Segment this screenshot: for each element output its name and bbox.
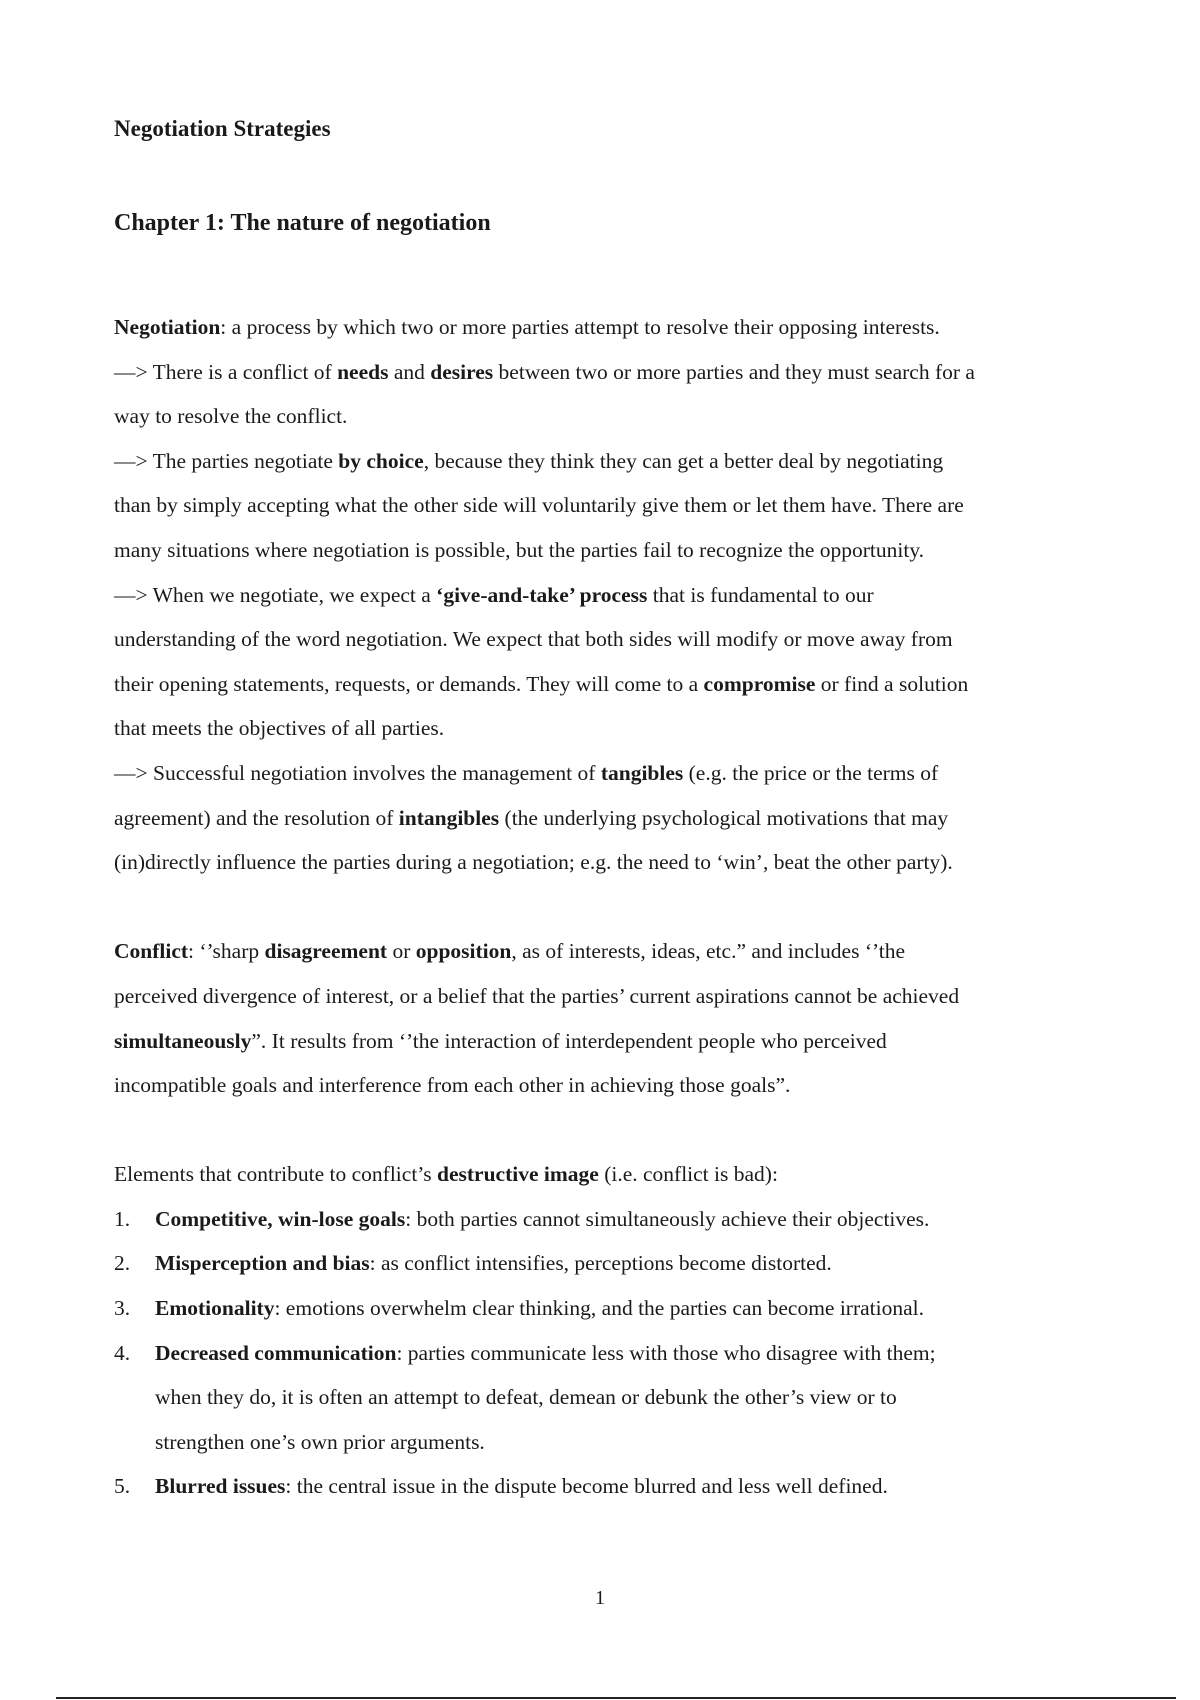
list-item-continuation: strengthen one’s own prior arguments. [155,1429,485,1454]
list-number: 5. [114,1474,131,1499]
list-number: 4. [114,1340,131,1365]
text: agreement) and the resolution of [114,805,399,830]
list-text: : parties communicate less with those who disagree with them; [396,1340,936,1365]
negotiation-definition [114,305,1094,350]
term-simultaneously: simultaneously [114,1028,252,1053]
list-item [114,1464,1094,1509]
paragraph-line [114,751,1094,796]
term-give-and-take: ‘give-and-take’ process [436,582,648,607]
document-title: Negotiation Strategies [114,116,331,141]
document-body [114,305,1094,1509]
arrow-marker: —> [114,582,148,607]
text: their opening statements, requests, or demands. They will come to a [114,671,704,696]
text: (the underlying psychological motivations that may [499,805,949,830]
paragraph-line [114,350,1094,395]
paragraph-line [114,662,1094,707]
paragraph-line [114,573,1094,618]
term-opposition: opposition [415,939,512,964]
text: Elements that contribute to conflict’s [114,1162,438,1187]
spacer [114,1108,1094,1153]
term-tangibles: tangibles [600,760,684,785]
conflict-definition [114,929,1094,974]
page-number: 1 [595,1587,605,1609]
list-item [114,1197,1094,1242]
text: or find a solution [815,671,969,696]
list-item-continuation: when they do, it is often an attempt to defeat, demean or debunk the other’s view or to [155,1385,897,1410]
list-text: : as conflict intensifies, perceptions become distorted. [369,1251,832,1276]
text: that is fundamental to our [647,582,874,607]
list-text: : the central issue in the dispute become blurred and less well defined. [285,1474,888,1499]
list-term: Blurred issues [155,1474,286,1499]
arrow-marker: —> [114,359,148,384]
text: (e.g. the price or the terms of [683,760,939,785]
term-destructive-image: destructive image [437,1162,599,1187]
term-desires: desires [430,359,494,384]
spacer [114,885,1094,930]
paragraph-line: many situations where negotiation is possible, but the parties fail to recognize the opportunity. [114,537,925,562]
list-number: 2. [114,1251,131,1276]
text: Successful negotiation involves the management of [147,760,601,785]
text: When we negotiate, we expect a [147,582,437,607]
paragraph-line: than by simply accepting what the other side will voluntarily give them or let them have. There are [114,493,964,518]
term-by-choice: by choice [338,448,424,473]
paragraph-line [114,1019,1094,1064]
text: or [387,939,416,964]
list-term: Misperception and bias [155,1251,370,1276]
text: , because they think they can get a better deal by negotiating [423,448,944,473]
elements-intro [114,1152,1094,1197]
term-intangibles: intangibles [398,805,500,830]
paragraph-line: understanding of the word negotiation. We expect that both sides will modify or move away from [114,627,953,652]
arrow-marker: —> [114,760,148,785]
list-text: : emotions overwhelm clear thinking, and the parties can become irrational. [274,1296,925,1321]
list-term: Decreased communication [155,1340,397,1365]
text: The parties negotiate [147,448,339,473]
chapter-title: Chapter 1: The nature of negotiation [114,210,491,236]
list-item [114,1241,1094,1286]
paragraph-line [114,439,1094,484]
paragraph-line: incompatible goals and interference from each other in achieving those goals”. [114,1073,791,1098]
paragraph-line: perceived divergence of interest, or a belief that the parties’ current aspirations cannot be achieved [114,983,960,1008]
text: , as of interests, ideas, etc.” and includes ‘’the [511,939,906,964]
list-item [114,1331,1094,1376]
arrow-marker: —> [114,448,148,473]
term-disagreement: disagreement [264,939,388,964]
term-compromise: compromise [703,671,816,696]
text: (i.e. conflict is bad): [598,1162,778,1187]
list-term: Competitive, win-lose goals [155,1206,406,1231]
list-item [114,1286,1094,1331]
text: : ‘’sharp [188,939,265,964]
text: There is a conflict of [147,359,338,384]
paragraph-line: that meets the objectives of all parties. [114,716,445,741]
footer-divider [56,1697,1176,1699]
term-conflict: Conflict [114,939,189,964]
list-term: Emotionality [155,1296,275,1321]
negotiation-definition-text: : a process by which two or more parties attempt to resolve their opposing interests. [220,315,940,339]
list-number: 3. [114,1296,131,1321]
text: ”. It results from ‘’the interaction of interdependent people who perceived [251,1028,887,1053]
term-needs: needs [337,359,389,384]
paragraph-line: way to resolve the conflict. [114,404,348,429]
paragraph-line: (in)directly influence the parties during a negotiation; e.g. the need to ‘win’, beat the other party). [114,850,953,875]
list-number: 1. [114,1206,131,1231]
list-text: : both parties cannot simultaneously achieve their objectives. [405,1206,930,1231]
text: between two or more parties and they must search for a [493,359,975,384]
paragraph-line [114,796,1094,841]
text: and [388,359,431,384]
term-negotiation: Negotiation [114,315,221,339]
